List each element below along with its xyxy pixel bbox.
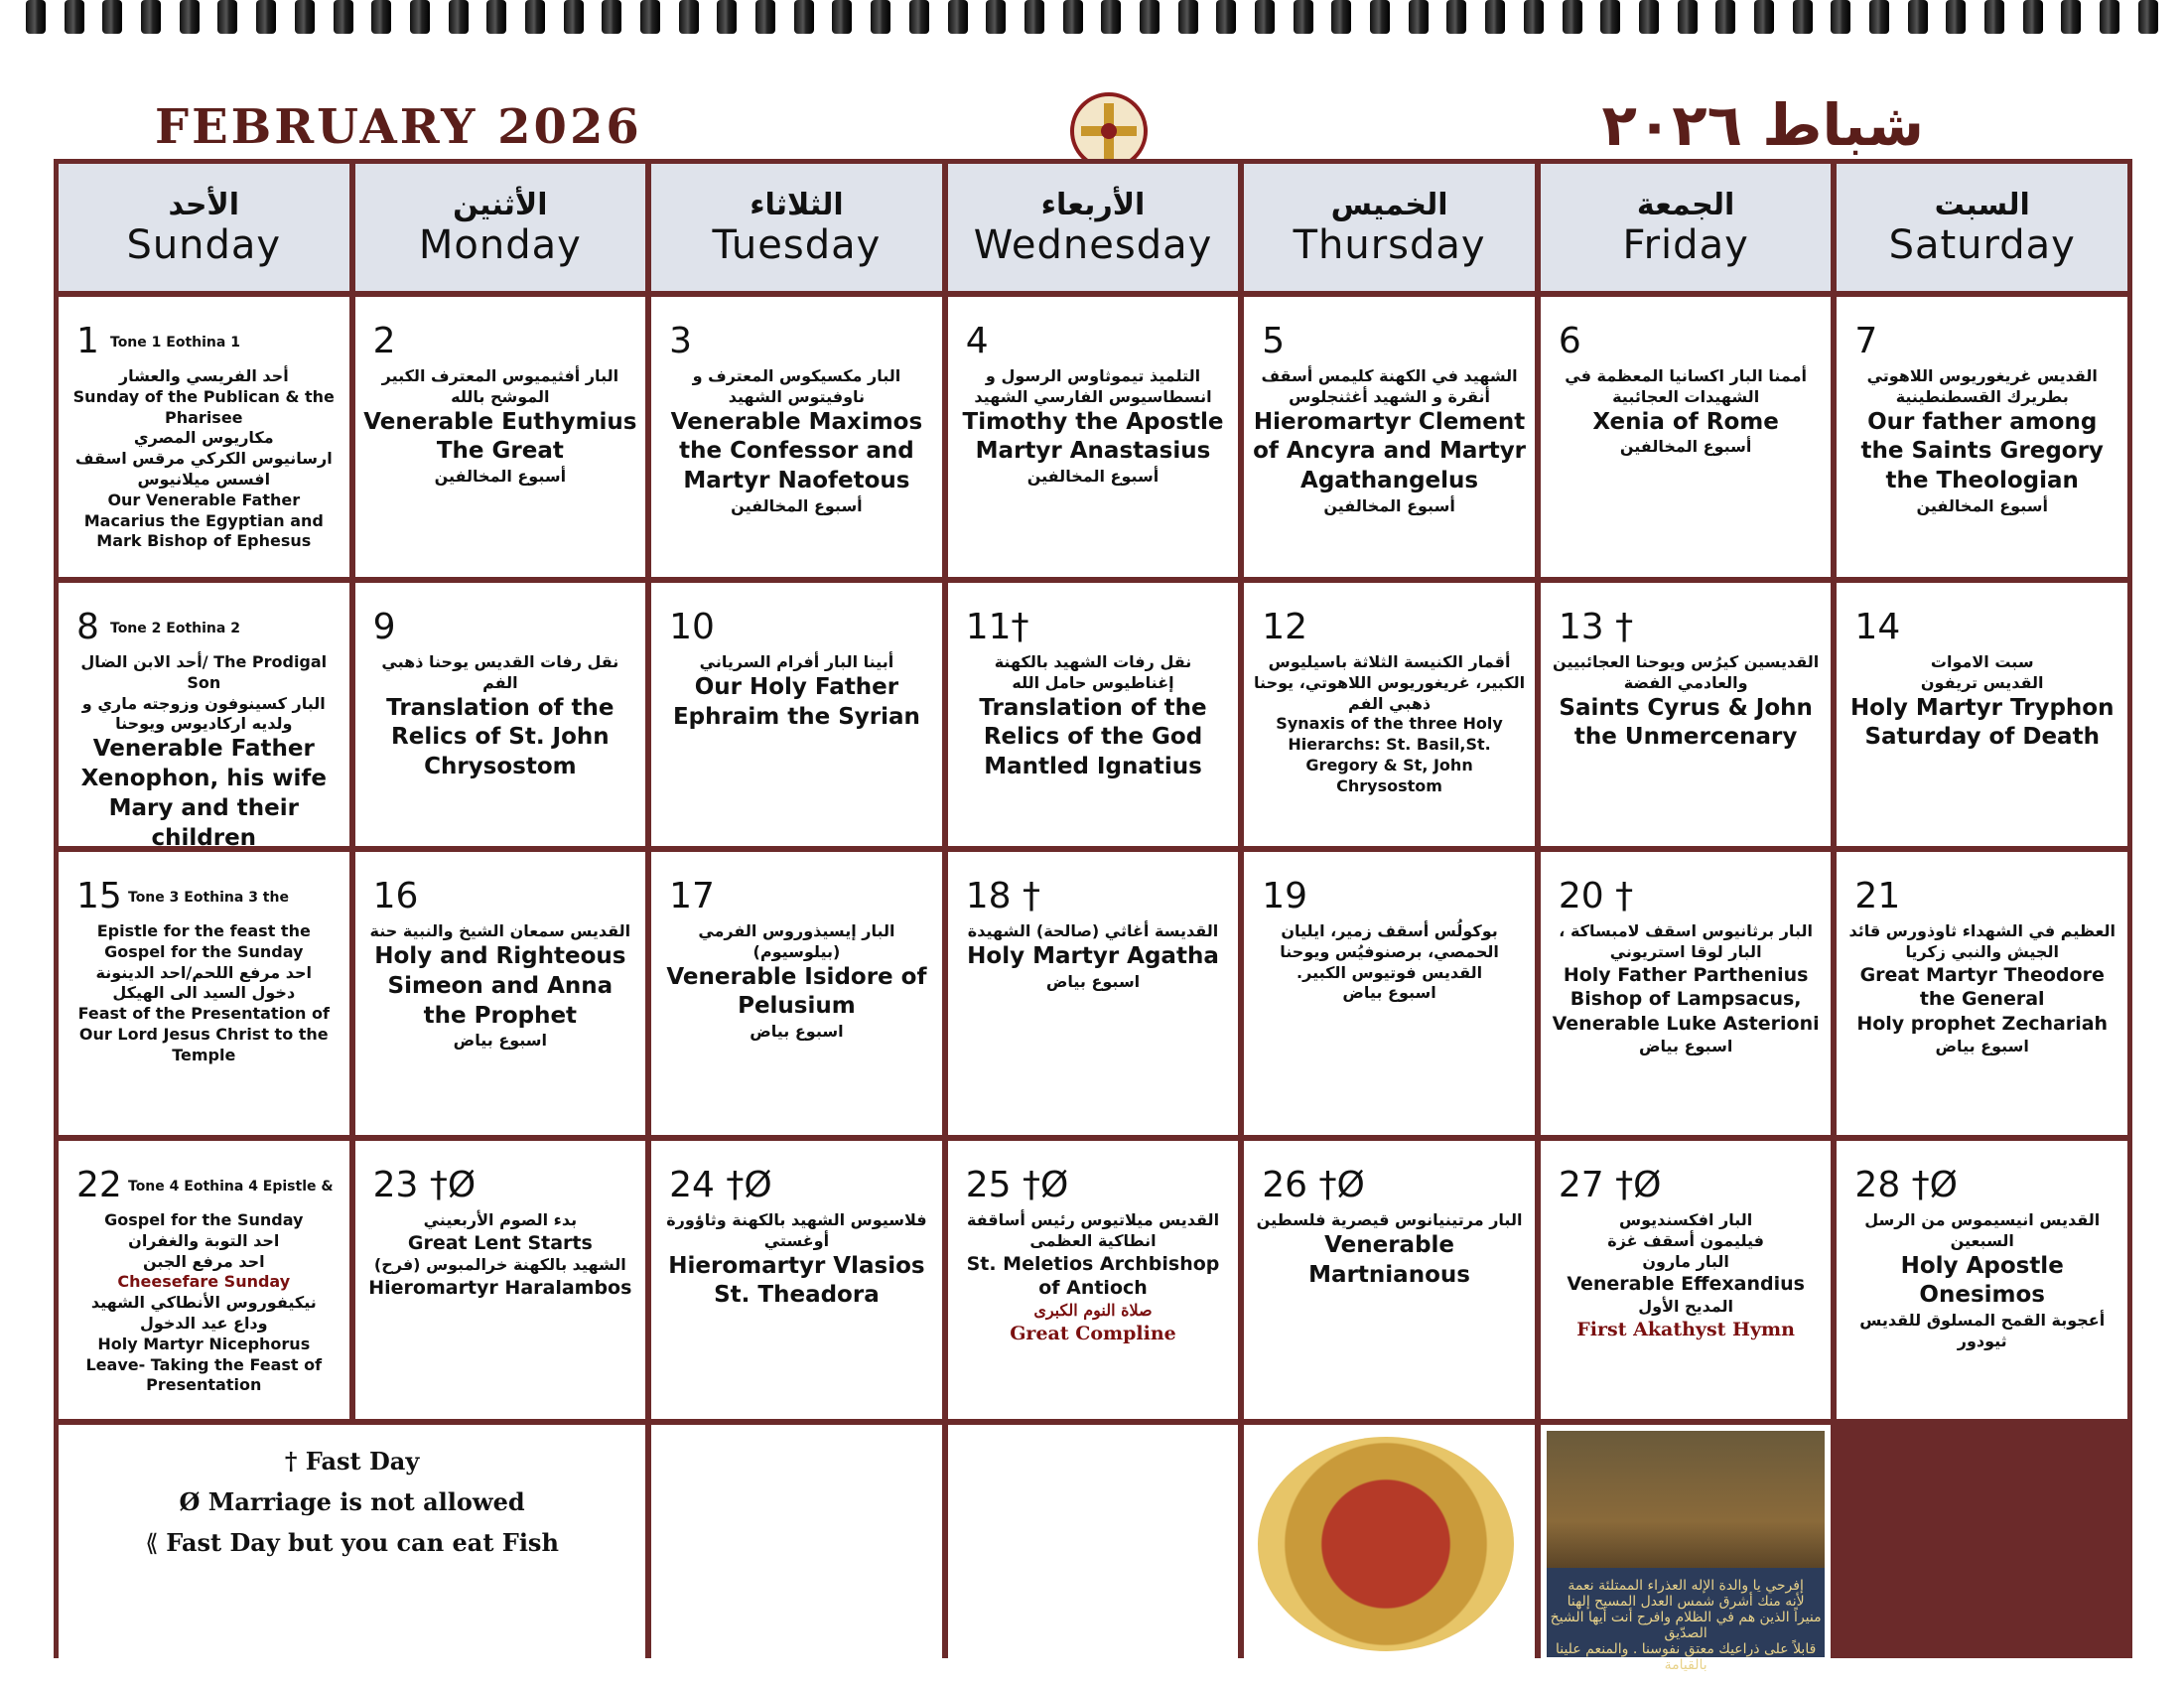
day-cell — [1837, 1141, 2127, 1419]
feast-content — [1549, 366, 1824, 458]
feast-line: الشهيد في الكهنة كليمس أسقف أنقرة و الشهيد أغثنجلوس — [1261, 366, 1518, 406]
day-number: 25 †Ø — [965, 1165, 1069, 1205]
day-cell — [59, 852, 349, 1135]
feast-line: Venerable Effexandius — [1567, 1273, 1805, 1296]
feast-content — [659, 921, 934, 1043]
spiral-coil — [564, 0, 584, 34]
feast-content — [67, 921, 341, 1066]
spiral-coil — [1984, 0, 2004, 34]
feast-line: Sunday of the Publican & the Pharisee — [72, 386, 335, 427]
feast-content — [363, 1210, 638, 1301]
day-number: 8 — [76, 607, 99, 647]
spiral-coil — [1024, 0, 1044, 34]
day-number: 4 — [965, 321, 989, 361]
feast-line: بدء الصوم الأربعيني — [423, 1210, 578, 1229]
feast-line: ارسانيوس الكركي مرقس اسقف افسس ميلانيوس — [74, 449, 333, 489]
empty-cell — [651, 1425, 942, 1663]
day-name-en: Sunday — [126, 222, 282, 268]
feast-content — [659, 366, 934, 517]
feast-line: Hieromartyr Clement of Ancyra and Martyr Agathangelus — [1253, 408, 1527, 494]
feast-line: القديس ميلاتيوس رئيس أساقفة انطاكية العظمى — [966, 1210, 1220, 1250]
day-cell — [1541, 852, 1832, 1135]
spiral-coil — [1063, 0, 1083, 34]
feast-line: Synaxis of the three Holy Hierarchs: St. Basil,St. Gregory & St, John Chrysostom — [1276, 714, 1503, 795]
feast-line: أسبوع المخالفين — [1916, 496, 2048, 516]
feast-line: Leave- Taking the Feast of Presentation — [85, 1354, 323, 1395]
feast-line: St. Meletios Archbishop of Antioch — [966, 1252, 1220, 1300]
calendar-grid — [54, 159, 2132, 1673]
feast-line: أبينا البار أفرام السرياني — [699, 652, 894, 671]
day-number: 6 — [1558, 321, 1581, 361]
spiral-coil — [410, 0, 430, 34]
feast-line: أسبوع المخالفين — [434, 467, 567, 487]
day-number: 14 — [1854, 607, 1901, 647]
day-number: 13 † — [1558, 607, 1634, 647]
day-number: 7 — [1854, 321, 1878, 361]
saint-icon-image — [1258, 1437, 1514, 1651]
feast-line: Translation of the Relics of the God Mantled Ignatius — [979, 694, 1207, 780]
spiral-coil — [871, 0, 890, 34]
day-name-ar: الجمعة — [1636, 188, 1735, 222]
feast-line: مكاريوس المصري — [133, 428, 274, 448]
spiral-coil — [602, 0, 621, 34]
feast-line: Holy and Righteous Simeon and Anna the Prophet — [374, 942, 626, 1029]
spiral-coil — [640, 0, 660, 34]
spiral-coil — [1216, 0, 1236, 34]
day-number: 19 — [1262, 876, 1308, 916]
day-cell — [948, 297, 1239, 577]
spiral-coil — [334, 0, 353, 34]
tone-label: Tone 1 Eothina 1 — [110, 335, 240, 351]
day-cell — [1837, 852, 2127, 1135]
feast-content — [67, 366, 341, 552]
feast-content — [1252, 652, 1527, 797]
day-number: 22 — [76, 1165, 122, 1205]
spiral-coil — [102, 0, 122, 34]
feast-line: أسبوع المخالفين — [1323, 496, 1455, 516]
feast-content — [956, 652, 1231, 782]
feast-line: أسبوع المخالفين — [731, 496, 863, 516]
feast-line: المديح الأول — [1638, 1297, 1734, 1317]
day-cell — [651, 1141, 942, 1419]
day-name-en: Wednesday — [973, 222, 1213, 268]
feast-line: فلاسيوس الشهيد بالكهنة وثاؤورة أوغستي — [666, 1210, 927, 1250]
feast-line: البار افكسنديوس — [1619, 1210, 1753, 1229]
month-title-en: FEBRUARY 2026 — [155, 99, 642, 155]
feast-content — [363, 652, 638, 782]
legend — [59, 1425, 645, 1663]
day-cell — [1541, 583, 1832, 846]
feast-line: Venerable Father Xenophon, his wife Mary and their children — [80, 736, 327, 851]
spiral-coil — [1754, 0, 1774, 34]
day-name-ar: الأحد — [168, 188, 240, 222]
spiral-coil — [1715, 0, 1735, 34]
feast-line: القديس غريغوريوس اللاهوتي بطريرك القسطنطينية — [1866, 366, 2098, 406]
day-header — [1541, 164, 1832, 291]
feast-line: Hieromartyr Vlasios St. Theadora — [668, 1252, 925, 1309]
tone-label: Tone 3 Eothina 3 the — [128, 890, 289, 906]
day-cell — [355, 1141, 646, 1419]
spiral-coil — [371, 0, 391, 34]
spiral-coil — [1294, 0, 1313, 34]
feast-content — [1549, 1210, 1824, 1342]
feast-line: Great Martyr Theodore the General — [1859, 963, 2105, 1011]
feast-line: البار كسينوفون وزوجته ماري و ولديه اركاديوس ويوحنا — [81, 693, 326, 734]
spiral-coil — [1908, 0, 1928, 34]
spiral-coil — [1331, 0, 1351, 34]
spiral-coil — [909, 0, 929, 34]
feast-line: Great Lent Starts — [407, 1231, 593, 1254]
feast-content — [956, 921, 1231, 992]
feast-line: Our Holy Father Ephraim the Syrian — [672, 673, 920, 730]
feast-line: Feast of the Presentation of Our Lord Jesus Christ to the Temple — [77, 1004, 330, 1064]
feast-line: Holy Martyr Nicephorus — [97, 1334, 311, 1353]
spiral-coil — [1255, 0, 1275, 34]
feast-line: Venerable Euthymius The Great — [363, 408, 637, 465]
feast-line: Holy prophet Zechariah — [1856, 1012, 2109, 1035]
spiral-coil — [1140, 0, 1160, 34]
spiral-coil — [755, 0, 775, 34]
feast-line: نقل رفات القديس يوحنا ذهبي الفم — [381, 652, 619, 692]
feast-content — [67, 652, 341, 854]
day-number: 1 — [76, 321, 99, 361]
day-cell — [1244, 297, 1535, 577]
feast-line: The Prodigal /أحد الابن الضال Son — [80, 652, 328, 692]
day-cell — [948, 852, 1239, 1135]
spiral-coil — [1831, 0, 1850, 34]
spiral-coil — [1101, 0, 1121, 34]
feast-line: أسبوع المخالفين — [1619, 437, 1752, 457]
feast-line: Timothy the Apostle Martyr Anastasius — [962, 408, 1224, 465]
feast-line: القديس تريفون — [1920, 672, 2044, 692]
spiral-coil — [65, 0, 84, 34]
day-cell — [1244, 583, 1535, 846]
feast-line: أعجوبة القمح المسلوق للقديس ثيودور — [1859, 1311, 2106, 1351]
feast-line: Holy Martyr Agatha — [967, 942, 1219, 969]
month-title-ar: شباط ٢٠٢٦ — [1601, 91, 1924, 159]
day-cell — [1541, 297, 1832, 577]
day-cell — [1244, 852, 1535, 1135]
day-number: 5 — [1262, 321, 1286, 361]
feast-line: البار مارون — [1642, 1251, 1729, 1271]
legend-item — [88, 1447, 615, 1476]
spiral-coil — [1524, 0, 1544, 34]
feast-content — [1844, 921, 2119, 1056]
day-name-ar: السبت — [1934, 188, 2030, 222]
day-cell — [651, 852, 942, 1135]
spiral-coil — [1600, 0, 1620, 34]
spiral-coil — [26, 0, 46, 34]
spiral-coil — [1370, 0, 1390, 34]
feast-line: Holy Apostle Onesimos — [1900, 1252, 2064, 1309]
feast-line: احد مرفع الجبن — [142, 1251, 265, 1271]
day-cell — [59, 1141, 349, 1419]
day-cell — [651, 583, 942, 846]
feast-line: بوكولُس أسقف زمير، ايليان الحمصي، برصنوفيُس ويوحنا القديس فوتيوس الكبير. — [1280, 921, 1499, 982]
feast-line: دخول السيد الى الهيكل — [112, 983, 296, 1003]
legend-item — [88, 1487, 615, 1516]
feast-line: البار إيسيذوروس الفرمي (بيلوسيوم) — [698, 921, 895, 961]
feast-line: Holy Martyr Tryphon Saturday of Death — [1849, 694, 2115, 751]
tone-label: Tone 4 Eothina 4 Epistle & — [128, 1179, 334, 1195]
feast-line: Epistle for the feast the Gospel for the Sunday — [96, 921, 311, 961]
day-number: 20 † — [1558, 876, 1634, 916]
feast-line: البار مكسيكوس المعترف و ناوفيتوس الشهيد — [692, 366, 901, 406]
feast-line: Our Venerable Father Macarius the Egyptian and Mark Bishop of Ephesus — [83, 490, 324, 551]
feast-line: Xenia of Rome — [1592, 408, 1779, 435]
day-name-en: Friday — [1622, 222, 1749, 268]
feast-content — [956, 1210, 1231, 1345]
feast-line: Venerable Martnianous — [1308, 1231, 1470, 1288]
feast-content — [1252, 1210, 1527, 1291]
feast-line: First Akathyst Hymn — [1576, 1318, 1795, 1340]
legend-text: Fast Day but you can eat Fish — [166, 1528, 559, 1557]
feast-line: اسبوع بياض — [453, 1031, 548, 1051]
day-header — [59, 164, 349, 291]
day-header — [1244, 164, 1535, 291]
feast-line: القديسة أغاثي (صالحة) الشهيدة — [967, 921, 1219, 940]
day-name-ar: الأربعاء — [1040, 188, 1146, 222]
feast-content — [1844, 652, 2119, 753]
feast-line: Hieromartyr Haralambos — [368, 1277, 632, 1300]
day-cell — [59, 583, 349, 851]
feast-line: فيليمون أسقف غزة — [1607, 1230, 1764, 1250]
spiral-coil — [1563, 0, 1582, 34]
day-number: 17 — [669, 876, 715, 916]
legend-item — [88, 1528, 615, 1557]
day-cell — [1244, 1141, 1535, 1419]
feast-content — [1252, 366, 1527, 517]
feast-line: البار مرتينيانوس قيصرية فلسطين — [1256, 1210, 1523, 1229]
presentation-icon-image — [1547, 1431, 1826, 1673]
day-cell — [355, 297, 646, 577]
feast-content — [363, 366, 638, 488]
feast-line: العظيم في الشهداء ثاوذورس قائد الجيش والنبي زكريا — [1848, 921, 2116, 961]
day-number: 23 †Ø — [372, 1165, 477, 1205]
feast-line: نقل رفات الشهيد بالكهنة إغناطيوس حامل الله — [994, 652, 1192, 692]
spiral-coil — [794, 0, 814, 34]
feast-content — [1549, 652, 1824, 753]
feast-line: الشهيد بالكهنة خرالمبوس (فرح) — [373, 1255, 626, 1275]
spiral-coil — [1793, 0, 1813, 34]
spiral-coil — [525, 0, 545, 34]
day-number: 11† — [965, 607, 1029, 647]
icon-caption-line: قابلاً على ذراعيك معتق نفوسنا . والمنعم علينا بالقيامة — [1555, 1641, 1817, 1673]
spiral-coil — [832, 0, 852, 34]
feast-content — [1252, 921, 1527, 1004]
spiral-coil — [1409, 0, 1429, 34]
day-header — [355, 164, 646, 291]
feast-content — [1549, 921, 1824, 1056]
day-number: 18 † — [965, 876, 1040, 916]
day-number: 9 — [372, 607, 396, 647]
day-name-en: Thursday — [1293, 222, 1486, 268]
presentation-icon — [1541, 1425, 1832, 1673]
spiral-coil — [180, 0, 200, 34]
feast-line: أحد الفريسي والعشار — [118, 366, 289, 385]
day-name-en: Monday — [418, 222, 582, 268]
day-number: 2 — [372, 321, 396, 361]
spiral-coil — [986, 0, 1006, 34]
spiral-coil — [1946, 0, 1966, 34]
feast-content — [1844, 1210, 2119, 1352]
spiral-coil — [1446, 0, 1466, 34]
spiral-coil — [1869, 0, 1889, 34]
icon-caption-line: منيراً الذين هم في الظلام وافرح أنت أيها الشيخ الصدّيق — [1550, 1610, 1822, 1641]
spiral-coil — [256, 0, 276, 34]
feast-content — [956, 366, 1231, 488]
spiral-coil — [295, 0, 315, 34]
feast-line: Venerable Isidore of Pelusium — [666, 963, 927, 1020]
feast-line: Venerable Maximos the Confessor and Martyr Naofetous — [670, 408, 923, 494]
icon-caption-line: لأنه منك أشرق شمس العدل المسيح إلهنا — [1567, 1594, 1805, 1610]
spiral-coil — [1178, 0, 1198, 34]
feast-line: القديسين كيرُس ويوحنا العجائبيين والعادمي الفضة — [1553, 652, 1820, 692]
spiral-coil — [2138, 0, 2158, 34]
day-cell — [355, 852, 646, 1135]
day-cell — [59, 297, 349, 577]
day-number: 27 †Ø — [1558, 1165, 1662, 1205]
fish-icon: ⟪ — [145, 1529, 167, 1557]
spiral-coil — [486, 0, 506, 34]
feast-line: سبت الاموات — [1930, 652, 2034, 671]
icon-caption — [1547, 1568, 1826, 1673]
feast-line: أممنا البار اكسانيا المعظمة في الشهيدات العجائبية — [1565, 366, 1807, 406]
feast-line: أسبوع المخالفين — [1026, 467, 1160, 487]
feast-line: Gospel for the Sunday — [104, 1210, 304, 1229]
day-number: 16 — [372, 876, 419, 916]
feast-line: احد مرفع اللحم/احد الدينونة — [95, 962, 312, 982]
feast-line: Our father among the Saints Gregory the Theologian — [1860, 408, 2104, 494]
day-number: 21 — [1854, 876, 1901, 916]
day-number: 10 — [669, 607, 715, 647]
day-cell — [948, 583, 1239, 846]
day-cell — [948, 1141, 1239, 1419]
feast-content — [67, 1210, 341, 1396]
feast-line: اسبوع بياض — [1045, 971, 1141, 991]
day-name-en: Saturday — [1888, 222, 2076, 268]
spiral-coil — [141, 0, 161, 34]
spiral-coil — [449, 0, 469, 34]
day-number: 24 †Ø — [669, 1165, 772, 1205]
day-cell — [1837, 297, 2127, 577]
feast-content — [659, 1210, 934, 1311]
day-cell — [651, 297, 942, 577]
feast-line: Translation of the Relics of St. John Chrysostom — [386, 694, 614, 780]
day-number: 28 †Ø — [1854, 1165, 1959, 1205]
day-cell — [1837, 583, 2127, 846]
day-number: 12 — [1262, 607, 1308, 647]
legend-text: Ø Marriage is not allowed — [179, 1487, 525, 1516]
feast-line: القديس انيسيموس من الرسل السبعين — [1864, 1210, 2101, 1250]
feast-line: نيكيفوروس الأنطاكي الشهيد — [90, 1293, 317, 1313]
feast-content — [659, 652, 934, 733]
spiral-coil — [1639, 0, 1659, 34]
spiral-coil — [948, 0, 968, 34]
holy-icon-roundel — [1244, 1425, 1535, 1663]
feast-line: Great Compline — [1010, 1322, 1176, 1344]
spiral-coil — [2061, 0, 2081, 34]
day-name-en: Tuesday — [712, 222, 882, 268]
feast-line: اسبوع بياض — [1935, 1036, 2029, 1055]
feast-line: أقمار الكنيسة الثلاثة باسيليوس الكبير، غريغوريوس اللاهوتي، يوحنا ذهبي الفم — [1254, 652, 1526, 713]
day-number: 15 — [76, 876, 122, 916]
feast-line: Cheesefare Sunday — [117, 1272, 291, 1292]
day-name-ar: الخميس — [1330, 188, 1448, 222]
feast-line: صلاة النوم الكبرى — [1033, 1300, 1153, 1320]
feast-line: التلميذ تيموثاوس الرسول و انسطاسيوس الفارسي الشهيد — [974, 366, 1212, 406]
feast-line: البار أفثيميوس المعترف الكبير الموشح بالله — [381, 366, 619, 406]
feast-line: اسبوع بياض — [1638, 1036, 1733, 1055]
feast-line: احد التوبة والغفران — [128, 1230, 280, 1250]
day-cell — [1541, 1141, 1832, 1419]
day-number: 3 — [669, 321, 693, 361]
icon-caption-line: إفرحي يا والدة الإله العذراء الممتلئة نعمة — [1568, 1578, 1804, 1594]
feast-line: اسبوع بياض — [750, 1022, 844, 1042]
spiral-coil — [2100, 0, 2119, 34]
day-header — [948, 164, 1239, 291]
day-header — [651, 164, 942, 291]
feast-line: البار برثانيوس اسقف لامبساكة ، البار لوقا استريوني — [1559, 921, 1813, 961]
day-cell — [355, 583, 646, 846]
day-name-ar: الثلاثاء — [750, 188, 844, 222]
day-number: 26 †Ø — [1262, 1165, 1365, 1205]
spiral-coil — [717, 0, 737, 34]
spiral-coil — [1678, 0, 1698, 34]
feast-line: Holy Father Parthenius Bishop of Lampsacus, Venerable Luke Asterioni — [1552, 963, 1820, 1035]
day-header — [1837, 164, 2127, 291]
feast-line: وداع عيد الدخول — [139, 1313, 268, 1333]
feast-content — [363, 921, 638, 1052]
empty-cell — [948, 1425, 1239, 1663]
day-name-ar: الأثنين — [453, 188, 548, 222]
feast-content — [1844, 366, 2119, 517]
spiral-coil — [1485, 0, 1505, 34]
spiral-coil — [2023, 0, 2043, 34]
spiral-coil — [217, 0, 237, 34]
spiral-binding — [0, 0, 2184, 42]
spiral-coil — [679, 0, 699, 34]
tone-label: Tone 2 Eothina 2 — [110, 621, 240, 636]
feast-line: Saints Cyrus & John the Unmercenary — [1559, 694, 1813, 751]
feast-line: القديس سمعان الشيخ والنبية حنة — [369, 921, 631, 940]
feast-line: اسبوع بياض — [1342, 983, 1436, 1003]
legend-text: † Fast Day — [284, 1447, 420, 1476]
